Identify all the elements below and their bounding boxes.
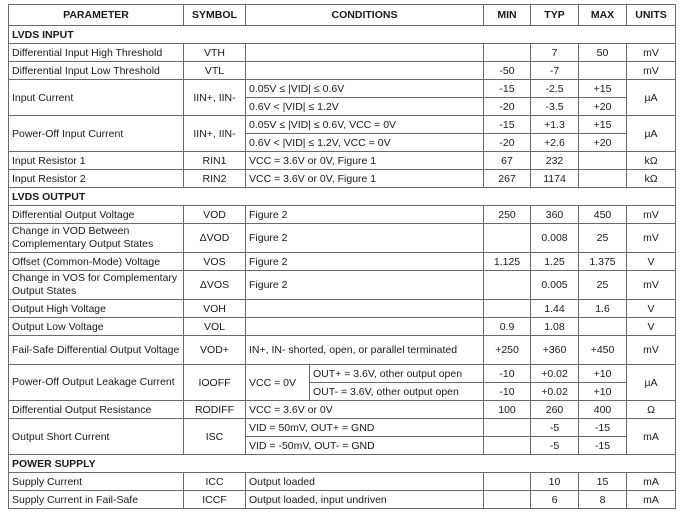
symbol: RIN1 <box>184 152 246 170</box>
param-name: Input Current <box>9 80 184 116</box>
header-max: MAX <box>579 5 627 26</box>
min-value <box>484 44 531 62</box>
max-value: 25 <box>579 271 627 300</box>
conditions: VCC = 3.6V or 0V, Figure 1 <box>246 170 484 188</box>
unit: mV <box>627 62 676 80</box>
max-value: 50 <box>579 44 627 62</box>
param-name: Output Short Current <box>9 419 184 455</box>
typ-value: -3.5 <box>531 98 579 116</box>
typ-value: 1.08 <box>531 318 579 336</box>
max-value: -15 <box>579 437 627 455</box>
conditions: IN+, IN- shorted, open, or parallel terminated <box>246 336 484 365</box>
min-value <box>484 419 531 437</box>
table-row <box>9 336 676 365</box>
symbol: ISC <box>184 419 246 455</box>
param-name: Supply Current <box>9 473 184 491</box>
max-value <box>579 170 627 188</box>
param-name: Power-Off Output Leakage Current <box>9 365 184 401</box>
symbol: RODIFF <box>184 401 246 419</box>
unit: µA <box>627 116 676 152</box>
unit: mV <box>627 336 676 365</box>
max-value: 1.6 <box>579 300 627 318</box>
max-value <box>579 152 627 170</box>
symbol: VOD <box>184 206 246 224</box>
unit: mA <box>627 473 676 491</box>
conditions: Figure 2 <box>246 271 484 300</box>
min-value: 1.125 <box>484 253 531 271</box>
typ-value: 7 <box>531 44 579 62</box>
conditions: Figure 2 <box>246 206 484 224</box>
conditions: Output loaded, input undriven <box>246 491 484 509</box>
typ-value: 1.44 <box>531 300 579 318</box>
typ-value: -5 <box>531 437 579 455</box>
max-value: +15 <box>579 116 627 134</box>
conditions: 0.6V < |VID| ≤ 1.2V, VCC = 0V <box>246 134 484 152</box>
param-name: Power-Off Input Current <box>9 116 184 152</box>
max-value: 1.375 <box>579 253 627 271</box>
conditions <box>246 318 484 336</box>
table-row <box>9 491 676 509</box>
min-value: -20 <box>484 98 531 116</box>
conditions: Figure 2 <box>246 253 484 271</box>
table-row <box>9 300 676 318</box>
min-value: +250 <box>484 336 531 365</box>
param-name: Output High Voltage <box>9 300 184 318</box>
typ-value: -7 <box>531 62 579 80</box>
min-value <box>484 473 531 491</box>
unit: V <box>627 253 676 271</box>
unit: Ω <box>627 401 676 419</box>
max-value <box>579 62 627 80</box>
unit: mV <box>627 224 676 253</box>
max-value: 450 <box>579 206 627 224</box>
typ-value: 260 <box>531 401 579 419</box>
param-name: Output Low Voltage <box>9 318 184 336</box>
min-value <box>484 437 531 455</box>
electrical-characteristics-table <box>8 4 676 509</box>
conditions: OUT+ = 3.6V, other output open <box>310 365 484 383</box>
param-name: Differential Input Low Threshold <box>9 62 184 80</box>
unit: V <box>627 300 676 318</box>
param-name: Change in VOS for Complementary Output States <box>9 271 184 300</box>
min-value <box>484 224 531 253</box>
conditions: VCC = 3.6V or 0V <box>246 401 484 419</box>
symbol: ICCF <box>184 491 246 509</box>
table-row <box>9 318 676 336</box>
symbol: VOD+ <box>184 336 246 365</box>
max-value: 15 <box>579 473 627 491</box>
table-row <box>9 473 676 491</box>
conditions <box>246 300 484 318</box>
param-name: Change in VOD Between Complementary Output States <box>9 224 184 253</box>
conditions: Figure 2 <box>246 224 484 253</box>
symbol: ΔVOS <box>184 271 246 300</box>
param-name: Differential Input High Threshold <box>9 44 184 62</box>
unit: kΩ <box>627 152 676 170</box>
section-power-supply: POWER SUPPLY <box>9 455 676 473</box>
typ-value: 6 <box>531 491 579 509</box>
table-row <box>9 419 676 437</box>
table-row <box>9 116 676 134</box>
table-row <box>9 401 676 419</box>
section-lvds-output: LVDS OUTPUT <box>9 188 676 206</box>
param-name: Fail-Safe Differential Output Voltage <box>9 336 184 365</box>
unit: mV <box>627 44 676 62</box>
min-value: -20 <box>484 134 531 152</box>
max-value: +20 <box>579 98 627 116</box>
header-min: MIN <box>484 5 531 26</box>
table-row <box>9 80 676 98</box>
table-row <box>9 253 676 271</box>
header-row <box>9 5 676 26</box>
min-value <box>484 491 531 509</box>
min-value: -10 <box>484 365 531 383</box>
conditions: 0.6V < |VID| ≤ 1.2V <box>246 98 484 116</box>
conditions: 0.05V ≤ |VID| ≤ 0.6V, VCC = 0V <box>246 116 484 134</box>
symbol: IIN+, IIN- <box>184 116 246 152</box>
typ-value: 232 <box>531 152 579 170</box>
conditions: VID = -50mV, OUT- = GND <box>246 437 484 455</box>
header-typ: TYP <box>531 5 579 26</box>
symbol: VTL <box>184 62 246 80</box>
min-value: -10 <box>484 383 531 401</box>
param-name: Differential Output Resistance <box>9 401 184 419</box>
conditions: VCC = 3.6V or 0V, Figure 1 <box>246 152 484 170</box>
table-row <box>9 62 676 80</box>
header-parameter: PARAMETER <box>9 5 184 26</box>
conditions: OUT- = 3.6V, other output open <box>310 383 484 401</box>
min-value: -15 <box>484 116 531 134</box>
symbol: ICC <box>184 473 246 491</box>
typ-value: -5 <box>531 419 579 437</box>
unit: µA <box>627 80 676 116</box>
symbol: ΔVOD <box>184 224 246 253</box>
unit: mA <box>627 419 676 455</box>
min-value: -50 <box>484 62 531 80</box>
conditions <box>246 44 484 62</box>
unit: V <box>627 318 676 336</box>
min-value: -15 <box>484 80 531 98</box>
section-row <box>9 26 676 44</box>
typ-value: 10 <box>531 473 579 491</box>
param-name: Input Resistor 1 <box>9 152 184 170</box>
header-units: UNITS <box>627 5 676 26</box>
max-value: 400 <box>579 401 627 419</box>
table-row <box>9 224 676 253</box>
unit: mV <box>627 271 676 300</box>
max-value <box>579 318 627 336</box>
symbol: RIN2 <box>184 170 246 188</box>
section-row <box>9 455 676 473</box>
max-value: 25 <box>579 224 627 253</box>
typ-value: 1174 <box>531 170 579 188</box>
typ-value: 0.008 <box>531 224 579 253</box>
conditions: VID = 50mV, OUT+ = GND <box>246 419 484 437</box>
typ-value: +0.02 <box>531 383 579 401</box>
unit: kΩ <box>627 170 676 188</box>
header-conditions: CONDITIONS <box>246 5 484 26</box>
min-value: 250 <box>484 206 531 224</box>
conditions-main: VCC = 0V <box>246 365 310 401</box>
typ-value: +2.6 <box>531 134 579 152</box>
max-value: +20 <box>579 134 627 152</box>
max-value: -15 <box>579 419 627 437</box>
min-value <box>484 300 531 318</box>
table-row <box>9 152 676 170</box>
symbol: IIN+, IIN- <box>184 80 246 116</box>
max-value: +450 <box>579 336 627 365</box>
typ-value: +0.02 <box>531 365 579 383</box>
section-lvds-input: LVDS INPUT <box>9 26 676 44</box>
table-row <box>9 170 676 188</box>
min-value: 267 <box>484 170 531 188</box>
max-value: +10 <box>579 383 627 401</box>
min-value: 100 <box>484 401 531 419</box>
typ-value: +360 <box>531 336 579 365</box>
typ-value: 360 <box>531 206 579 224</box>
param-name: Offset (Common-Mode) Voltage <box>9 253 184 271</box>
max-value: +15 <box>579 80 627 98</box>
param-name: Input Resistor 2 <box>9 170 184 188</box>
typ-value: 1.25 <box>531 253 579 271</box>
typ-value: +1.3 <box>531 116 579 134</box>
symbol: VOS <box>184 253 246 271</box>
max-value: +10 <box>579 365 627 383</box>
symbol: VOH <box>184 300 246 318</box>
conditions <box>246 62 484 80</box>
symbol: VTH <box>184 44 246 62</box>
param-name: Supply Current in Fail-Safe <box>9 491 184 509</box>
conditions: 0.05V ≤ |VID| ≤ 0.6V <box>246 80 484 98</box>
typ-value: 0.005 <box>531 271 579 300</box>
table-row <box>9 206 676 224</box>
symbol: IOOFF <box>184 365 246 401</box>
table-row <box>9 365 676 383</box>
symbol: VOL <box>184 318 246 336</box>
table-row <box>9 271 676 300</box>
section-row <box>9 188 676 206</box>
typ-value: -2.5 <box>531 80 579 98</box>
max-value: 8 <box>579 491 627 509</box>
unit: mV <box>627 206 676 224</box>
min-value: 0.9 <box>484 318 531 336</box>
header-symbol: SYMBOL <box>184 5 246 26</box>
conditions: Output loaded <box>246 473 484 491</box>
min-value <box>484 271 531 300</box>
min-value: 67 <box>484 152 531 170</box>
table-row <box>9 44 676 62</box>
unit: µA <box>627 365 676 401</box>
unit: mA <box>627 491 676 509</box>
param-name: Differential Output Voltage <box>9 206 184 224</box>
